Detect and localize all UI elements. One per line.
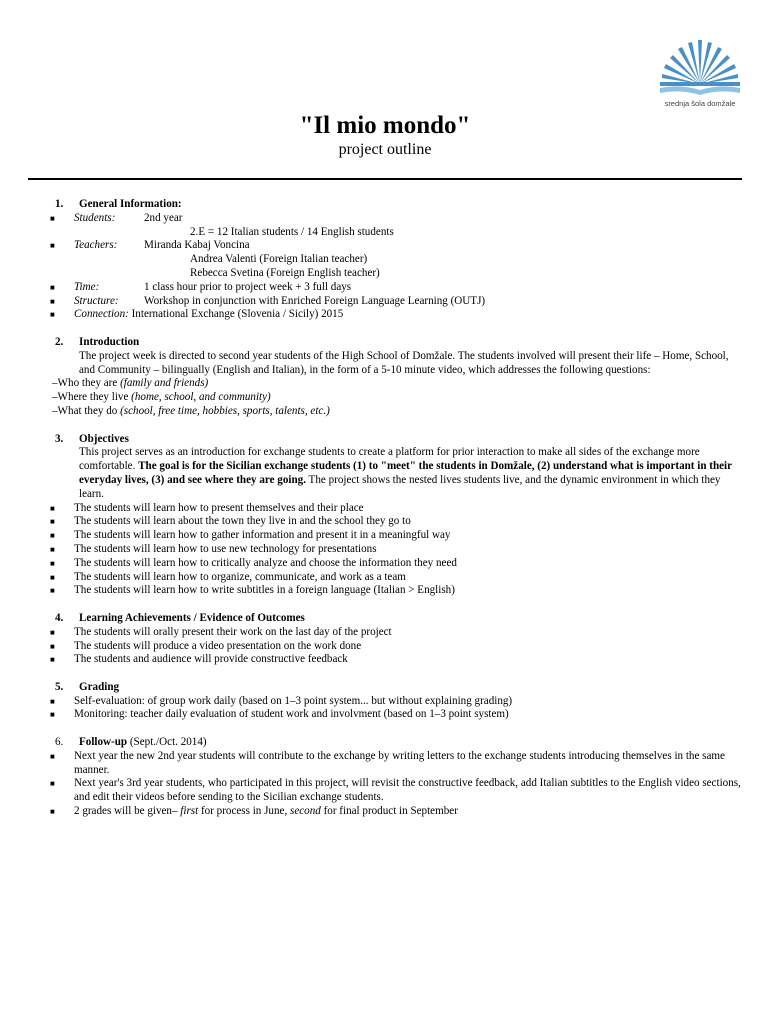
objectives-text: This project serves as an introduction for exchange students to create a platform for prior interaction to make all sides of the exchange more comfortable. The goal is for the Sicilian exchange students (1) to "meet" the students in Domžale, (2) understand what is important in their everyday lives, (3) and see where they are going. The project shows the nested lives students live, and the dynamic environment in which they learn. <box>79 446 732 500</box>
info-label: Connection: <box>74 308 129 321</box>
info-students <box>28 212 744 240</box>
bullet-icon: ■ <box>50 779 55 789</box>
list-item: ■ The students will learn how to gather information and present it in a meaningful way <box>28 529 744 543</box>
info-label: Teachers: <box>74 239 118 252</box>
list-item: ■ The students and audience will provide constructive feedback <box>28 653 744 667</box>
list-item: ■ The students will learn how to critically analyze and choose the information they need <box>28 557 744 571</box>
info-label: Time: <box>74 280 100 293</box>
section-number: 5. <box>55 680 64 693</box>
list-item: ■ The students will produce a video presentation on the work done <box>28 640 744 654</box>
info-value: Miranda Kabaj Voncina <box>144 239 250 252</box>
section-follow-up <box>28 736 744 819</box>
bullet-icon: ■ <box>50 544 55 554</box>
info-value: Rebecca Svetina (Foreign English teacher) <box>190 266 380 279</box>
bullet-icon: ■ <box>50 296 55 306</box>
list-item: ■ The students will learn how to write subtitles in a foreign language (Italian > English) <box>28 584 744 598</box>
list-item: ■ Next year the new 2nd year students will contribute to the exchange by writing letters to the exchange students introducing themselves in the same manner. <box>28 750 744 778</box>
bullet-icon: ■ <box>50 558 55 568</box>
info-value: International Exchange (Slovenia / Sicily) 2015 <box>128 308 344 321</box>
title-divider <box>28 178 742 180</box>
section-number: 4. <box>55 611 64 624</box>
bullet-icon: ■ <box>50 696 55 706</box>
list-item: ■ Next year's 3rd year students, who participated in this project, will revisit the constructive feedback, add Italian subtitles to the English video sections, and edit their videos before sending to the Sicilian exchange students. <box>28 777 744 805</box>
outline-content <box>28 198 744 833</box>
bullet-icon: ■ <box>50 627 55 637</box>
info-value: 1 class hour prior to project week + 3 full days <box>144 280 352 293</box>
introduction-text: The project week is directed to second year students of the High School of Domžale. The students involved will present their life – Home, School, and Community – bilingually (English and Italian), in the form of a 5-10 minute video, which addresses the following questions: <box>79 349 729 376</box>
bullet-icon: ■ <box>50 641 55 651</box>
page-title: "Il mio mondo" <box>299 112 471 139</box>
list-item: ■ The students will learn how to organize, communicate, and work as a team <box>28 571 744 585</box>
section-heading-date: (Sept./Oct. 2014) <box>127 736 207 749</box>
section-heading: Follow-up <box>79 736 128 749</box>
bullet-icon: ■ <box>50 572 55 582</box>
bullet-icon: ■ <box>50 503 55 513</box>
bullet-icon: ■ <box>50 586 55 596</box>
list-item: ■ The students will learn how to use new technology for presentations <box>28 543 744 557</box>
section-general-information <box>28 198 744 322</box>
list-item: ■ 2 grades will be given– first for process in June, second for final product in September <box>28 805 744 819</box>
section-introduction <box>28 336 744 419</box>
list-item: ■ Self-evaluation: of group work daily (based on 1–3 point system... but without explaining grading) <box>28 695 744 709</box>
info-label: Students: <box>74 211 116 224</box>
bullet-icon: ■ <box>50 751 55 761</box>
question-item: –Where they live (home, school, and community) <box>52 391 271 404</box>
info-value: 2nd year <box>144 211 183 224</box>
bullet-icon: ■ <box>50 282 55 292</box>
info-structure <box>28 295 744 309</box>
info-value: 2.E = 12 Italian students / 14 English students <box>190 225 394 238</box>
section-number: 6. <box>55 736 64 749</box>
section-number: 1. <box>55 198 64 210</box>
list-item: ■ The students will orally present their work on the last day of the project <box>28 626 744 640</box>
section-heading: Grading <box>79 680 120 693</box>
logo-caption: srednja šola domžale <box>664 99 736 108</box>
bullet-icon: ■ <box>50 517 55 527</box>
section-heading: Learning Achievements / Evidence of Outcomes <box>79 611 305 624</box>
section-number: 2. <box>55 335 64 348</box>
info-time <box>28 281 744 295</box>
info-value: Andrea Valenti (Foreign Italian teacher) <box>190 253 368 266</box>
question-item: –What they do (school, free time, hobbies, sports, talents, etc.) <box>52 404 330 417</box>
page-subtitle: project outline <box>338 141 432 158</box>
section-number: 3. <box>55 432 64 445</box>
bullet-icon: ■ <box>50 213 55 223</box>
section-learning-achievements <box>28 612 744 667</box>
bullet-icon: ■ <box>50 310 55 320</box>
info-connection <box>28 308 744 322</box>
info-teachers <box>28 239 744 280</box>
section-heading: Objectives <box>79 432 129 445</box>
bullet-icon: ■ <box>50 655 55 665</box>
section-heading: Introduction <box>79 335 140 348</box>
bullet-icon: ■ <box>50 531 55 541</box>
list-item: ■ Monitoring: teacher daily evaluation of student work and involvment (based on 1–3 point system) <box>28 708 744 722</box>
list-item: ■ The students will learn about the town they live in and the school they go to <box>28 515 744 529</box>
objectives-list <box>28 502 744 599</box>
list-item: ■ The students will learn how to present themselves and their place <box>28 502 744 516</box>
section-grading <box>28 681 744 722</box>
info-value: Workshop in conjunction with Enriched Foreign Language Learning (OUTJ) <box>144 294 486 307</box>
bullet-icon: ■ <box>50 710 55 720</box>
section-objectives <box>28 433 744 599</box>
section-heading: General Information: <box>79 198 182 210</box>
bullet-icon: ■ <box>50 241 55 251</box>
question-item: –Who they are (family and friends) <box>52 377 209 390</box>
bullet-icon: ■ <box>50 807 55 817</box>
info-label: Structure: <box>74 294 119 307</box>
